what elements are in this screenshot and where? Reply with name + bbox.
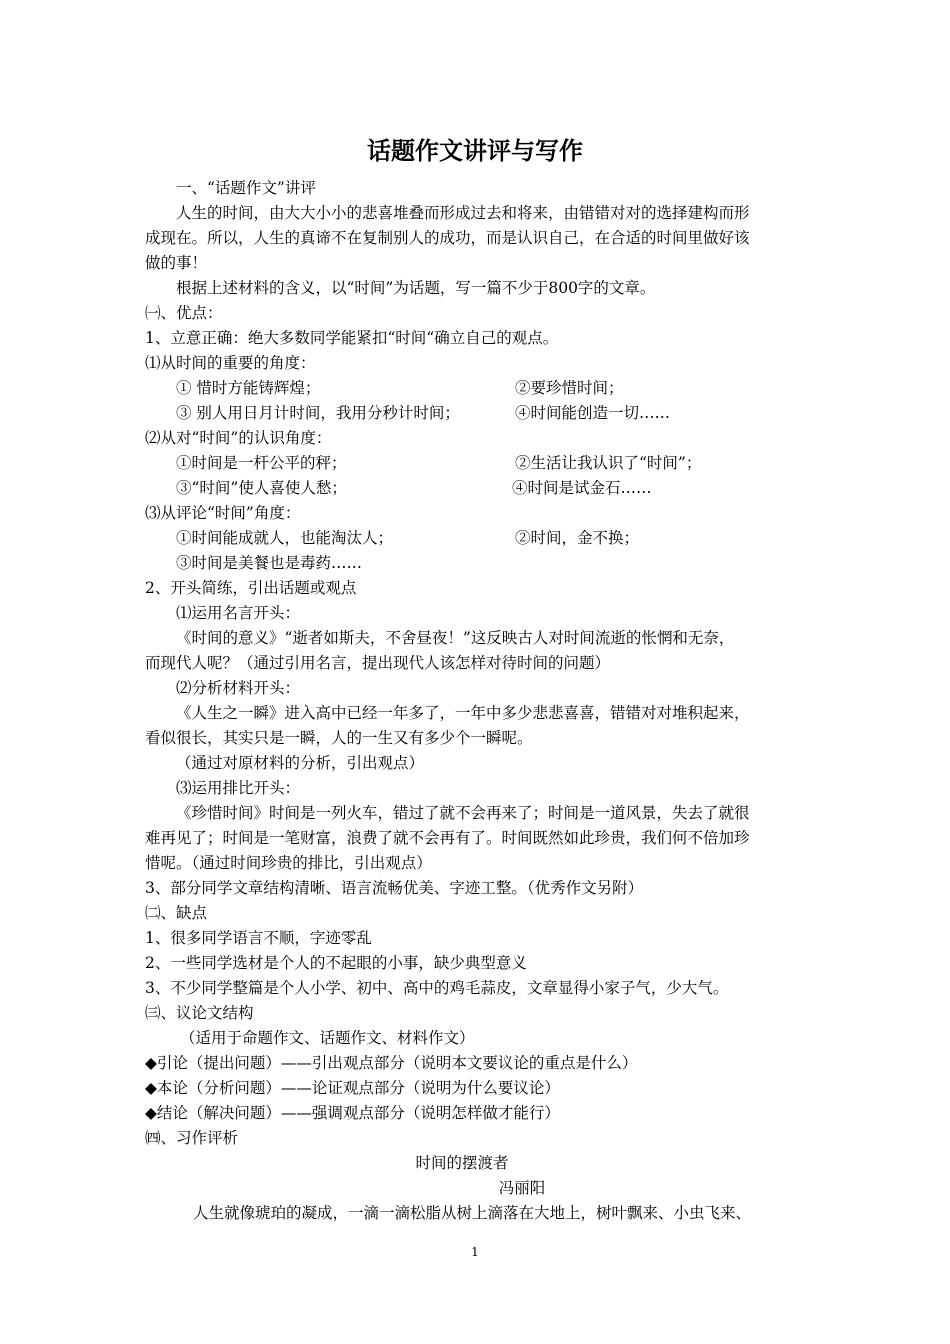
page-number: 1 xyxy=(471,1245,479,1259)
list-item: ③时间是美餐也是毒药…… xyxy=(176,554,363,572)
paragraph-line: ◆结论（解决问题）——强调观点部分（说明怎样做才能行） xyxy=(145,1104,560,1122)
page-title: 话题作文讲评与写作 xyxy=(367,137,583,165)
paragraph-line: ◆引论（提出问题）——引出观点部分（说明本文要议论的重点是什么） xyxy=(145,1054,638,1072)
list-item: ① 惜时方能铸辉煌； xyxy=(176,379,321,397)
paragraph-line: 2、一些同学选材是个人的不起眼的小事，缺少典型意义 xyxy=(145,954,527,972)
list-item: ③“时间”使人喜使人愁； xyxy=(176,479,347,497)
subsection-heading: ㈣、习作评析 xyxy=(145,1129,239,1147)
list-item: ④时间能创造一切…… xyxy=(515,404,671,422)
paragraph-line: 《珍惜时间》时间是一列火车，错过了就不会再来了；时间是一道风景，失去了就很 xyxy=(176,804,750,822)
paragraph-line: ⑶运用排比开头： xyxy=(176,779,301,797)
paragraph-line: 惜呢。（通过时间珍贵的排比，引出观点） xyxy=(145,854,432,872)
list-item: ④时间是试金石…… xyxy=(512,479,652,497)
paragraph-line: 根据上述材料的含义，以“时间”为话题，写一篇不少于800字的文章。 xyxy=(176,279,656,297)
paragraph-line: ⑵分析材料开头： xyxy=(176,679,301,697)
paragraph-line: 而现代人呢？（通过引用名言，提出现代人该怎样对待时间的问题） xyxy=(145,654,611,672)
paragraph-line: （适用于命题作文、话题作文、材料作文） xyxy=(180,1029,475,1047)
paragraph-line: 3、部分同学文章结构清晰、语言流畅优美、字迹工整。（优秀作文另附） xyxy=(145,879,644,897)
paragraph-line: ◆本论（分析问题）——论证观点部分（说明为什么要议论） xyxy=(145,1079,560,1097)
paragraph-line: 成现在。所以，人生的真谛不在复制别人的成功，而是认识自己，在合适的时间里做好该 xyxy=(145,229,750,247)
paragraph-line: 2、开头简练，引出话题或观点 xyxy=(145,579,357,597)
paragraph-line: 人生的时间，由大大小小的悲喜堆叠而形成过去和将来，由错错对对的选择建构而形 xyxy=(176,204,750,222)
list-item: ②要珍惜时间； xyxy=(515,379,624,397)
paragraph-line: ⑵从对“时间”的认识角度： xyxy=(145,429,332,447)
paragraph-line: ⑶从评论“时间”角度： xyxy=(145,504,301,522)
section-heading: 一、“话题作文”讲评 xyxy=(176,179,316,197)
paragraph-line: ⑴运用名言开头： xyxy=(176,604,301,622)
paragraph-line: 看似很长，其实只是一瞬，人的一生又有多少个一瞬呢。 xyxy=(145,729,533,747)
list-item: ③ 别人用日月计时间，我用分秒计时间； xyxy=(176,404,460,422)
subsection-heading: ㈢、议论文结构 xyxy=(145,1004,254,1022)
paragraph-line: 《时间的意义》“逝者如斯夫，不舍昼夜！”这反映古人对时间流逝的怅惘和无奈， xyxy=(176,629,735,647)
subsection-heading: ㈠、优点： xyxy=(145,304,223,322)
paragraph-line: 做的事！ xyxy=(145,254,208,272)
paragraph-line: （通过对原材料的分析，引出观点） xyxy=(176,754,425,772)
list-item: ②生活让我认识了“时间”； xyxy=(515,454,702,472)
list-item: ②时间，金不换； xyxy=(515,529,640,547)
list-item: ①时间能成就人，也能淘汰人； xyxy=(176,529,394,547)
paragraph-line: 《人生之一瞬》进入高中已经一年多了，一年中多少悲悲喜喜，错错对对堆积起来， xyxy=(176,704,750,722)
essay-author: 冯丽阳 xyxy=(498,1179,546,1197)
paragraph-line: 人生就像琥珀的凝成，一滴一滴松脂从树上滴落在大地上，树叶飘来、小虫飞来、 xyxy=(193,1204,752,1222)
paragraph-line: ⑴从时间的重要的角度： xyxy=(145,354,316,372)
paragraph-line: 1、很多同学语言不顺，字迹零乱 xyxy=(145,929,372,947)
essay-title: 时间的摆渡者 xyxy=(415,1154,509,1172)
paragraph-line: 3、不少同学整篇是个人小学、初中、高中的鸡毛蒜皮，文章显得小家子气，少大气。 xyxy=(145,979,729,997)
paragraph-line: 难再见了；时间是一笔财富，浪费了就不会再有了。时间既然如此珍贵，我们何不倍加珍 xyxy=(145,829,750,847)
paragraph-line: 1、立意正确：绝大多数同学能紧扣“时间“确立自己的观点。 xyxy=(145,329,559,347)
subsection-heading: ㈡、缺点 xyxy=(145,904,208,922)
list-item: ①时间是一杆公平的秤； xyxy=(176,454,347,472)
